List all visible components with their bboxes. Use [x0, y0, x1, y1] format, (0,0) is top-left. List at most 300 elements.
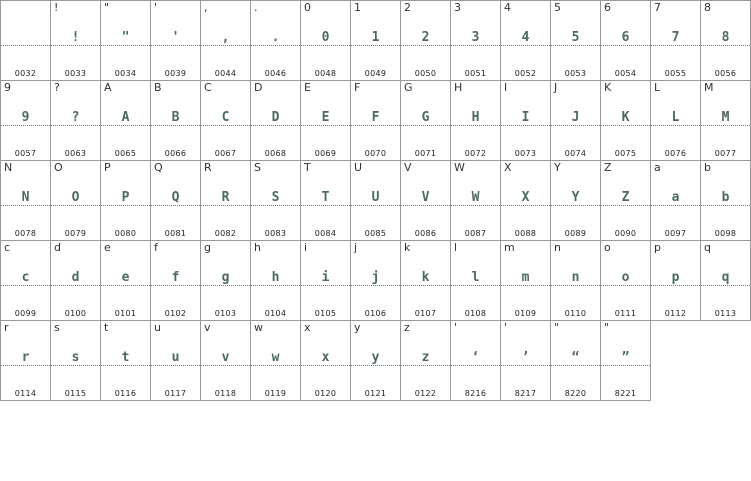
- glyph-cell: [151, 1, 201, 81]
- baseline-guide: [101, 285, 150, 286]
- glyph-sample: R: [221, 190, 230, 205]
- glyph-code: 0087: [464, 229, 487, 238]
- baseline-guide: [101, 205, 150, 206]
- baseline-guide: [651, 205, 700, 206]
- glyph-cell: [151, 241, 201, 321]
- glyph-code: 0077: [714, 149, 737, 158]
- glyph-sample: M: [721, 110, 730, 125]
- glyph-sample: y: [371, 350, 380, 365]
- baseline-guide: [701, 205, 750, 206]
- glyph-sample: q: [721, 270, 730, 285]
- glyph-sample: p: [671, 270, 680, 285]
- glyph-sample: A: [121, 110, 130, 125]
- glyph-cell: [101, 81, 151, 161]
- glyph-label: p: [654, 241, 661, 254]
- glyph-sample: t: [121, 350, 130, 365]
- glyph-cell: [51, 321, 101, 401]
- glyph-label: ": [604, 321, 610, 334]
- glyph-code: 0072: [464, 149, 487, 158]
- glyph-code: 0053: [564, 69, 587, 78]
- baseline-guide: [401, 205, 450, 206]
- glyph-sample: L: [671, 110, 680, 125]
- glyph-sample: ”: [621, 350, 630, 365]
- glyph-code: 0122: [414, 389, 437, 398]
- glyph-cell: [1, 161, 51, 241]
- baseline-guide: [51, 205, 100, 206]
- glyph-sample: 8: [721, 30, 730, 45]
- glyph-label: ": [104, 1, 110, 14]
- glyph-label: o: [604, 241, 611, 254]
- glyph-label: ': [504, 321, 508, 334]
- glyph-cell: [251, 321, 301, 401]
- glyph-code: 0044: [214, 69, 237, 78]
- glyph-code: 0076: [664, 149, 687, 158]
- glyph-code: 0070: [364, 149, 387, 158]
- baseline-guide: [301, 125, 350, 126]
- baseline-guide: [501, 285, 550, 286]
- baseline-guide: [651, 45, 700, 46]
- glyph-sample: d: [71, 270, 80, 285]
- glyph-cell: [201, 161, 251, 241]
- glyph-label: b: [704, 161, 711, 174]
- glyph-cell: [601, 81, 651, 161]
- glyph-sample: 1: [371, 30, 380, 45]
- glyph-sample: H: [471, 110, 480, 125]
- glyph-cell: [251, 1, 301, 81]
- baseline-guide: [551, 45, 600, 46]
- glyph-sample: ’: [521, 350, 530, 365]
- glyph-sample: f: [171, 270, 180, 285]
- glyph-sample: 5: [571, 30, 580, 45]
- glyph-sample: g: [221, 270, 230, 285]
- baseline-guide: [451, 205, 500, 206]
- baseline-guide: [251, 45, 300, 46]
- baseline-guide: [501, 125, 550, 126]
- glyph-label: F: [354, 81, 361, 94]
- baseline-guide: [601, 365, 650, 366]
- glyph-code: 0117: [164, 389, 187, 398]
- glyph-sample: “: [571, 350, 580, 365]
- glyph-sample: 6: [621, 30, 630, 45]
- glyph-label: T: [304, 161, 311, 174]
- glyph-label: ': [154, 1, 158, 14]
- baseline-guide: [551, 125, 600, 126]
- glyph-code: 8221: [614, 389, 637, 398]
- glyph-cell: [451, 81, 501, 161]
- glyph-code: 0063: [64, 149, 87, 158]
- glyph-cell: [401, 1, 451, 81]
- glyph-cell: [451, 1, 501, 81]
- baseline-guide: [251, 285, 300, 286]
- glyph-label: W: [454, 161, 465, 174]
- glyph-label: m: [504, 241, 515, 254]
- glyph-sample: l: [471, 270, 480, 285]
- glyph-sample: F: [371, 110, 380, 125]
- glyph-cell: [551, 81, 601, 161]
- glyph-cell: [651, 1, 701, 81]
- glyph-code: 0075: [614, 149, 637, 158]
- glyph-label: P: [104, 161, 111, 174]
- glyph-label: J: [554, 81, 558, 94]
- glyph-cell: [1, 1, 51, 81]
- glyph-label: n: [554, 241, 561, 254]
- glyph-label: ': [454, 321, 458, 334]
- glyph-sample: J: [571, 110, 580, 125]
- glyph-cell: [51, 1, 101, 81]
- glyph-label: E: [304, 81, 311, 94]
- glyph-code: 0104: [264, 309, 287, 318]
- glyph-code: 0088: [514, 229, 537, 238]
- glyph-label: 1: [354, 1, 361, 14]
- glyph-cell: [51, 241, 101, 321]
- glyph-code: 0067: [214, 149, 237, 158]
- glyph-sample: ": [121, 30, 130, 45]
- glyph-code: 0079: [64, 229, 87, 238]
- glyph-label: 9: [4, 81, 11, 94]
- baseline-guide: [251, 365, 300, 366]
- baseline-guide: [401, 365, 450, 366]
- glyph-label: R: [204, 161, 212, 174]
- glyph-cell: [651, 81, 701, 161]
- glyph-label: O: [54, 161, 63, 174]
- glyph-cell: [701, 1, 751, 81]
- glyph-sample: G: [421, 110, 430, 125]
- glyph-cell: [151, 321, 201, 401]
- glyph-sample: Z: [621, 190, 630, 205]
- glyph-sample: E: [321, 110, 330, 125]
- baseline-guide: [701, 45, 750, 46]
- baseline-guide: [1, 125, 50, 126]
- glyph-code: 0099: [14, 309, 37, 318]
- glyph-label: 7: [654, 1, 661, 14]
- glyph-label: 5: [554, 1, 561, 14]
- glyph-code: 0098: [714, 229, 737, 238]
- baseline-guide: [401, 125, 450, 126]
- glyph-cell: [601, 241, 651, 321]
- glyph-label: l: [454, 241, 458, 254]
- baseline-guide: [151, 365, 200, 366]
- glyph-sample: r: [21, 350, 30, 365]
- baseline-guide: [251, 205, 300, 206]
- glyph-label: ": [554, 321, 560, 334]
- baseline-guide: [151, 125, 200, 126]
- glyph-sample: S: [271, 190, 280, 205]
- glyph-label: M: [704, 81, 714, 94]
- glyph-code: 8220: [564, 389, 587, 398]
- glyph-code: 0100: [64, 309, 87, 318]
- glyph-code: 0120: [314, 389, 337, 398]
- glyph-sample: Q: [171, 190, 180, 205]
- baseline-guide: [351, 365, 400, 366]
- glyph-sample: w: [271, 350, 280, 365]
- glyph-cell: [451, 241, 501, 321]
- glyph-sample: b: [721, 190, 730, 205]
- glyph-code: 0065: [114, 149, 137, 158]
- glyph-cell: [351, 81, 401, 161]
- baseline-guide: [301, 45, 350, 46]
- glyph-code: 0039: [164, 69, 187, 78]
- glyph-cell: [301, 321, 351, 401]
- baseline-guide: [101, 125, 150, 126]
- baseline-guide: [301, 285, 350, 286]
- glyph-label: V: [404, 161, 412, 174]
- glyph-cell: [701, 161, 751, 241]
- glyph-label: 4: [504, 1, 511, 14]
- glyph-code: 0083: [264, 229, 287, 238]
- glyph-sample: .: [271, 30, 280, 45]
- glyph-code: 0119: [264, 389, 287, 398]
- glyph-label: f: [154, 241, 158, 254]
- glyph-sample: e: [121, 270, 130, 285]
- glyph-code: 0101: [114, 309, 137, 318]
- glyph-code: 0078: [14, 229, 37, 238]
- glyph-sample: j: [371, 270, 380, 285]
- glyph-label: Q: [154, 161, 163, 174]
- baseline-guide: [601, 205, 650, 206]
- baseline-guide: [201, 45, 250, 46]
- glyph-sample: x: [321, 350, 330, 365]
- glyph-code: 0114: [14, 389, 37, 398]
- glyph-label: Z: [604, 161, 612, 174]
- glyph-cell: [451, 161, 501, 241]
- glyph-cell: [551, 1, 601, 81]
- glyph-label: v: [204, 321, 211, 334]
- glyph-code: 0050: [414, 69, 437, 78]
- glyph-label: Y: [554, 161, 561, 174]
- glyph-cell: [201, 1, 251, 81]
- baseline-guide: [351, 125, 400, 126]
- glyph-code: 0081: [164, 229, 187, 238]
- baseline-guide: [51, 125, 100, 126]
- glyph-cell: [551, 161, 601, 241]
- baseline-guide: [701, 285, 750, 286]
- glyph-label: N: [4, 161, 13, 174]
- glyph-sample: ,: [221, 30, 230, 45]
- glyph-code: 0109: [514, 309, 537, 318]
- glyph-code: 0048: [314, 69, 337, 78]
- glyph-code: 0089: [564, 229, 587, 238]
- baseline-guide: [401, 285, 450, 286]
- glyph-sample: T: [321, 190, 330, 205]
- baseline-guide: [501, 205, 550, 206]
- baseline-guide: [151, 45, 200, 46]
- baseline-guide: [501, 45, 550, 46]
- glyph-code: 0102: [164, 309, 187, 318]
- glyph-cell: [301, 241, 351, 321]
- glyph-sample: z: [421, 350, 430, 365]
- glyph-label: K: [604, 81, 612, 94]
- glyph-label: 3: [454, 1, 461, 14]
- glyph-label: q: [704, 241, 711, 254]
- glyph-label: X: [504, 161, 512, 174]
- glyph-sample: 7: [671, 30, 680, 45]
- glyph-cell: [401, 241, 451, 321]
- glyph-code: 0052: [514, 69, 537, 78]
- glyph-code: 0111: [614, 309, 637, 318]
- baseline-guide: [1, 285, 50, 286]
- glyph-sample: s: [71, 350, 80, 365]
- glyph-label: H: [454, 81, 463, 94]
- glyph-code: 0082: [214, 229, 237, 238]
- baseline-guide: [701, 125, 750, 126]
- glyph-code: 0118: [214, 389, 237, 398]
- glyph-cell: [501, 1, 551, 81]
- glyph-sample: k: [421, 270, 430, 285]
- glyph-sample: P: [121, 190, 130, 205]
- baseline-guide: [351, 285, 400, 286]
- baseline-guide: [601, 45, 650, 46]
- glyph-cell: [401, 161, 451, 241]
- glyph-cell: [101, 1, 151, 81]
- glyph-label: g: [204, 241, 211, 254]
- baseline-guide: [1, 365, 50, 366]
- glyph-code: 0068: [264, 149, 287, 158]
- glyph-code: 0108: [464, 309, 487, 318]
- glyph-code: 0033: [64, 69, 87, 78]
- glyph-code: 0071: [414, 149, 437, 158]
- glyph-cell: [401, 81, 451, 161]
- glyph-label: a: [654, 161, 661, 174]
- glyph-label: e: [104, 241, 111, 254]
- baseline-guide: [351, 45, 400, 46]
- glyph-sample: 3: [471, 30, 480, 45]
- glyph-code: 0103: [214, 309, 237, 318]
- glyph-code: 0085: [364, 229, 387, 238]
- glyph-label: I: [504, 81, 508, 94]
- baseline-guide: [651, 285, 700, 286]
- glyph-sample: !: [71, 30, 80, 45]
- glyph-code: 0112: [664, 309, 687, 318]
- baseline-guide: [451, 125, 500, 126]
- glyph-cell: [101, 161, 151, 241]
- glyph-cell: [101, 241, 151, 321]
- baseline-guide: [551, 205, 600, 206]
- glyph-code: 8216: [464, 389, 487, 398]
- glyph-cell: [601, 321, 651, 401]
- glyph-label: j: [354, 241, 358, 254]
- glyph-label: 0: [304, 1, 311, 14]
- glyph-sample: U: [371, 190, 380, 205]
- glyph-cell: [351, 241, 401, 321]
- glyph-cell: [701, 241, 751, 321]
- glyph-cell: [301, 1, 351, 81]
- glyph-cell: [51, 161, 101, 241]
- glyph-code: 0121: [364, 389, 387, 398]
- baseline-guide: [401, 45, 450, 46]
- baseline-guide: [601, 285, 650, 286]
- glyph-label: w: [254, 321, 263, 334]
- glyph-code: 0069: [314, 149, 337, 158]
- glyph-label: !: [54, 1, 59, 14]
- glyph-cell: [451, 321, 501, 401]
- baseline-guide: [651, 125, 700, 126]
- glyph-sample: c: [21, 270, 30, 285]
- glyph-sample: m: [521, 270, 530, 285]
- glyph-label: x: [304, 321, 311, 334]
- glyph-code: 0107: [414, 309, 437, 318]
- glyph-cell: [651, 241, 701, 321]
- baseline-guide: [51, 285, 100, 286]
- glyph-label: D: [254, 81, 263, 94]
- glyph-label: k: [404, 241, 411, 254]
- glyph-sample: 0: [321, 30, 330, 45]
- glyph-label: 6: [604, 1, 611, 14]
- glyph-cell: [501, 321, 551, 401]
- glyph-code: 0055: [664, 69, 687, 78]
- glyph-code: 0080: [114, 229, 137, 238]
- glyph-cell: [101, 321, 151, 401]
- baseline-guide: [451, 285, 500, 286]
- glyph-label: t: [104, 321, 109, 334]
- glyph-cell: [351, 321, 401, 401]
- glyph-cell: [151, 81, 201, 161]
- glyph-sample: B: [171, 110, 180, 125]
- baseline-guide: [1, 205, 50, 206]
- glyph-cell: [351, 161, 401, 241]
- baseline-guide: [501, 365, 550, 366]
- baseline-guide: [201, 365, 250, 366]
- glyph-code: 0106: [364, 309, 387, 318]
- glyph-code: 0066: [164, 149, 187, 158]
- glyph-label: i: [304, 241, 308, 254]
- glyph-cell: [251, 81, 301, 161]
- baseline-guide: [201, 125, 250, 126]
- baseline-guide: [451, 45, 500, 46]
- glyph-sample: V: [421, 190, 430, 205]
- glyph-cell: [501, 241, 551, 321]
- glyph-label: 2: [404, 1, 411, 14]
- glyph-code: 0110: [564, 309, 587, 318]
- glyph-sample: C: [221, 110, 230, 125]
- glyph-cell: [151, 161, 201, 241]
- baseline-guide: [351, 205, 400, 206]
- glyph-cell: [301, 81, 351, 161]
- baseline-guide: [551, 285, 600, 286]
- baseline-guide: [301, 205, 350, 206]
- baseline-guide: [601, 125, 650, 126]
- glyph-code: 0115: [64, 389, 87, 398]
- baseline-guide: [201, 285, 250, 286]
- glyph-sample: u: [171, 350, 180, 365]
- glyph-label: U: [354, 161, 363, 174]
- glyph-label: C: [204, 81, 212, 94]
- glyph-cell: [201, 81, 251, 161]
- glyph-code: 0073: [514, 149, 537, 158]
- glyph-code: 0056: [714, 69, 737, 78]
- glyph-label: G: [404, 81, 413, 94]
- glyph-label: z: [404, 321, 410, 334]
- baseline-guide: [201, 205, 250, 206]
- baseline-guide: [151, 285, 200, 286]
- baseline-guide: [1, 45, 50, 46]
- glyph-cell: [551, 241, 601, 321]
- glyph-code: 0054: [614, 69, 637, 78]
- glyph-code: 0090: [614, 229, 637, 238]
- glyph-cell: [201, 241, 251, 321]
- glyph-cell: [601, 1, 651, 81]
- glyph-label: y: [354, 321, 361, 334]
- glyph-code: 0074: [564, 149, 587, 158]
- glyph-label: h: [254, 241, 261, 254]
- glyph-label: A: [104, 81, 112, 94]
- baseline-guide: [451, 365, 500, 366]
- glyph-code: 0051: [464, 69, 487, 78]
- baseline-guide: [551, 365, 600, 366]
- glyph-cell: [1, 81, 51, 161]
- glyph-cell: [601, 161, 651, 241]
- glyph-label: L: [654, 81, 661, 94]
- glyph-sample: h: [271, 270, 280, 285]
